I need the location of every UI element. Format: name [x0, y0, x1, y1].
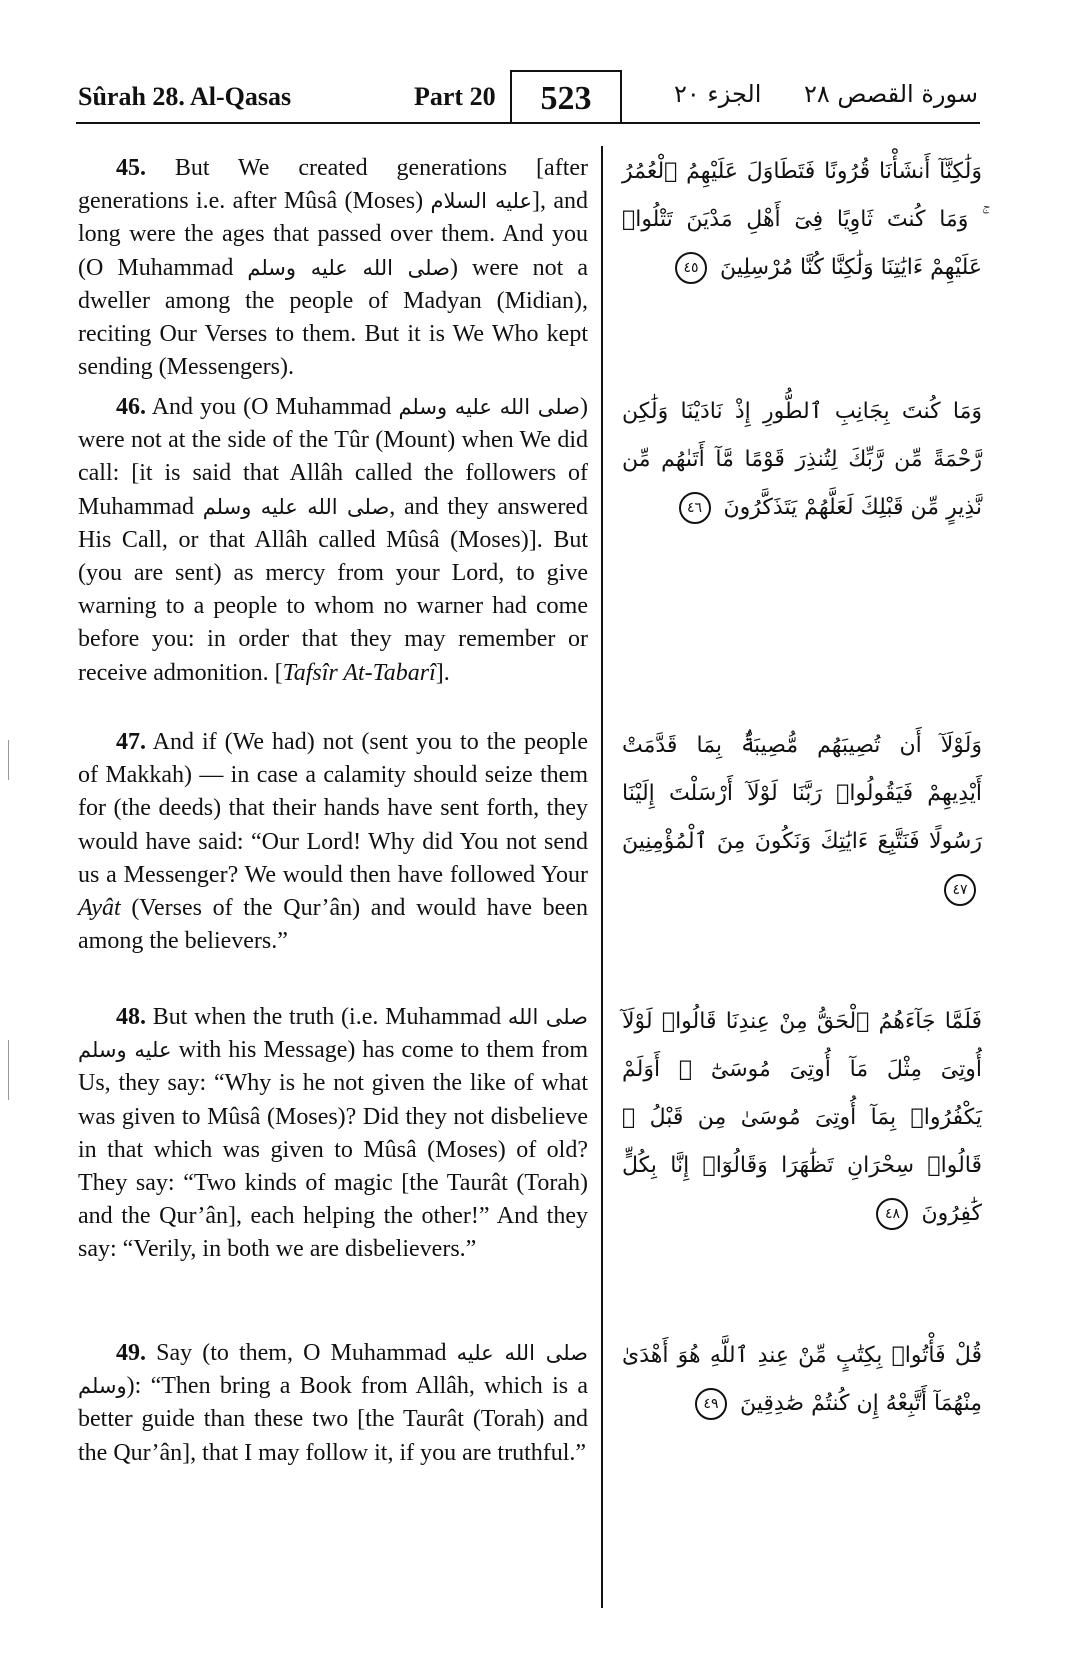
- arabic-text: وَمَا كُنتَ بِجَانِبِ ٱلطُّورِ إِذْ نَادَيْنَا وَلَٰكِن رَّحْمَةً مِّن رَّبِّكَ لِتُنذِرَ قَوْمًا مَّآ أَتَىٰهُم مِّن نَّذِيرٍ مِّن قَبْلِكَ لَعَلَّهُمْ يَتَذَكَّرُونَ: [622, 399, 982, 520]
- arabic-text: قُلْ فَأْتُوا۟ بِكِتَٰبٍ مِّنْ عِندِ ٱللَّهِ هُوَ أَهْدَىٰ مِنْهُمَآ أَتَّبِعْهُ إِن كُنتُمْ صَٰدِقِينَ: [622, 1343, 982, 1416]
- header-rule: [76, 122, 980, 124]
- arabic-text: وَلَٰكِنَّآ أَنشَأْنَا قُرُونًا فَتَطَاوَلَ عَلَيْهِمُ ٱلْعُمُرُ ۚ وَمَا كُنتَ ثَاوِيًا فِىٓ أَهْلِ مَدْيَنَ تَتْلُوا۟ عَلَيْهِمْ ءَايَٰتِنَا وَلَٰكِنَّا كُنَّا مُرْسِلِينَ: [622, 159, 982, 280]
- verse-number: 46.: [116, 394, 146, 420]
- verse-text: And if (We had) not (sent you to the people of Makkah) — in case a calamity should seize them for (the deeds) that their hands have sent forth, they would have said: “Our Lord! Why did You not send us a Messenger? We would then have followed Your Ayât (Verses of the Qur’ân) and would have been among the believers.”: [78, 729, 588, 955]
- ayah-number-marker: ٤٧: [944, 874, 976, 906]
- verse-number: 48.: [116, 1004, 146, 1030]
- verse-text: But We created generations [after generations i.e. after Mûsâ (Moses) عليه السلام], and long were the ages that passed over them. And you (O Muhammad صلى الله عليه وسلم) were not a dweller among the people of Madyan (Midian), reciting Our Verses to them. But it is We Who kept sending (Messengers).: [78, 155, 588, 381]
- surah-title-ar: سورة القصص ٢٨: [803, 80, 978, 108]
- verse-arabic: [622, 388, 982, 532]
- column-divider: [601, 146, 603, 1608]
- verse-number: 49.: [116, 1340, 146, 1366]
- ayah-number-marker: ٤٩: [695, 1388, 727, 1420]
- scan-artifact: [8, 740, 9, 780]
- verse-translation: [78, 726, 588, 958]
- surah-title-en: Sûrah 28. Al-Qasas: [78, 82, 292, 111]
- verse-text: But when the truth (i.e. Muhammad صلى الله عليه وسلم with his Message) has come to them from Us, they say: “Why is he not given the like of what was given to Mûsâ (Moses)? Did they not disbelieve in that which was given to Mûsâ (Moses) of old? They say: “Two kinds of magic [the Taurât (Torah) and the Qur’ân], each helping the other!” And they say: “Verily, in both we are disbelievers.”: [78, 1004, 589, 1263]
- part-label-en: Part 20: [414, 82, 496, 111]
- verse-translation: [78, 152, 588, 384]
- verse-number: 45.: [116, 155, 146, 181]
- verse-translation: [78, 391, 588, 690]
- verse-arabic: [622, 1332, 982, 1428]
- verse-number: 47.: [116, 729, 146, 755]
- ayah-number-marker: ٤٦: [679, 492, 711, 524]
- arabic-text: وَلَوْلَآ أَن تُصِيبَهُم مُّصِيبَةٌۢ بِمَا قَدَّمَتْ أَيْدِيهِمْ فَيَقُولُوا۟ رَبَّنَا لَوْلَآ أَرْسَلْتَ إِلَيْنَا رَسُولًا فَنَتَّبِعَ ءَايَٰتِكَ وَنَكُونَ مِنَ ٱلْمُؤْمِنِينَ: [622, 733, 982, 854]
- verse-text: And you (O Muhammad صلى الله عليه وسلم) were not at the side of the Tûr (Mount) when We did call: [it is said that Allâh called the followers of Muhammad صلى الله عليه وسلم, and they answered His Call, or that Allâh called Mûsâ (Moses)]. But (you are sent) as mercy from your Lord, to give warning to a people to whom no warner had come before you: in order that they may remember or receive admonition. [Tafsîr At-Tabarî].: [78, 394, 589, 686]
- verse-translation: [78, 1337, 588, 1470]
- ayah-number-marker: ٤٨: [876, 1198, 908, 1230]
- arabic-text: فَلَمَّا جَآءَهُمُ ٱلْحَقُّ مِنْ عِندِنَا قَالُوا۟ لَوْلَآ أُوتِىَ مِثْلَ مَآ أُوتِىَ مُوسَىٰٓ ۚ أَوَلَمْ يَكْفُرُوا۟ بِمَآ أُوتِىَ مُوسَىٰ مِن قَبْلُ ۖ قَالُوا۟ سِحْرَانِ تَظَٰهَرَا وَقَالُوٓا۟ إِنَّا بِكُلٍّ كَٰفِرُونَ: [622, 1009, 982, 1226]
- verse-text: Say (to them, O Muhammad صلى الله عليه وسلم): “Then bring a Book from Allâh, which is a better guide than these two [the Taurât (Torah) and the Qur’ân], that I may follow it, if you are truthful.”: [78, 1340, 588, 1466]
- page-number: 523: [510, 70, 622, 122]
- ayah-number-marker: ٤٥: [675, 252, 707, 284]
- scan-artifact: [8, 1040, 9, 1100]
- verse-translation: [78, 1001, 588, 1267]
- part-label-ar: الجزء ٢٠: [674, 80, 762, 108]
- page-header: [78, 70, 978, 122]
- verse-arabic: [622, 998, 982, 1238]
- verse-arabic: [622, 722, 982, 914]
- verse-arabic: [622, 148, 982, 292]
